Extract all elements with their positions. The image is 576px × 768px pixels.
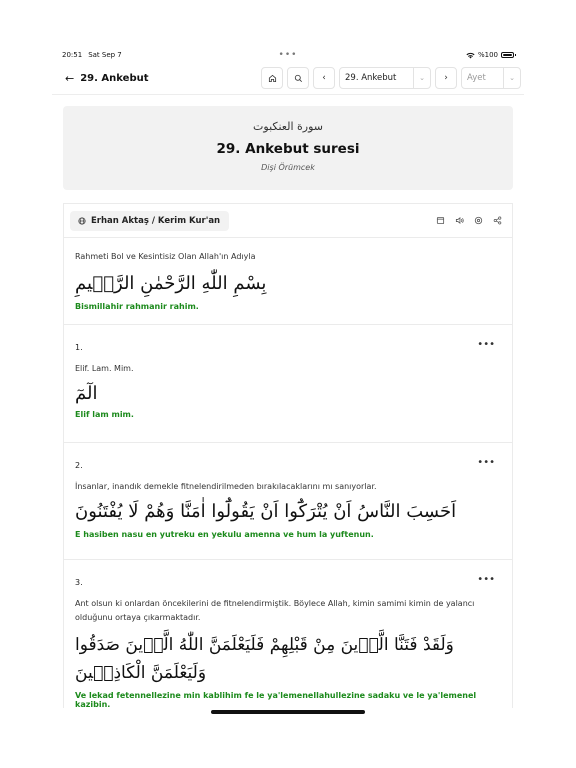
toolbar xyxy=(261,67,521,89)
home-indicator[interactable] xyxy=(211,710,365,714)
settings-icon[interactable] xyxy=(474,216,483,225)
translation-bar xyxy=(64,204,512,238)
ayet-select-placeholder: Ayet xyxy=(467,73,486,83)
verse-arabic: بِسْمِ اللّٰهِ الرَّحْمٰنِ الرَّح۪يمِ xyxy=(75,273,267,294)
verse-item xyxy=(64,443,512,560)
surah-title: 29. Ankebut suresi xyxy=(216,141,360,157)
translator-name: Erhan Aktaş / Kerim Kur'an xyxy=(91,215,221,226)
share-icon[interactable] xyxy=(493,216,502,225)
chevron-down-icon: ⌄ xyxy=(413,68,425,88)
more-options-icon[interactable]: ••• xyxy=(477,457,495,468)
verse-transliteration: E hasiben nasu en yutreku en yekulu amenna ve hum la yuftenun. xyxy=(75,530,374,539)
home-icon xyxy=(268,74,277,83)
surah-subtitle: Dişi Örümcek xyxy=(261,163,315,172)
verse-number: 3. xyxy=(75,578,83,587)
surah-select[interactable] xyxy=(339,67,431,89)
verse-number: 1. xyxy=(75,343,83,352)
verse-arabic: الٓمٓ xyxy=(75,383,98,404)
divider xyxy=(52,94,524,95)
home-button[interactable] xyxy=(261,67,283,89)
speaker-icon[interactable] xyxy=(455,216,464,225)
verse-item xyxy=(64,560,512,708)
panel-tools xyxy=(436,216,502,225)
verse-translation: İnsanlar, inandık demekle fitnelendirilmeden bırakılacaklarını mı sanıyorlar. xyxy=(75,482,377,491)
arrow-left-icon: ← xyxy=(65,71,75,85)
next-surah-button[interactable] xyxy=(435,67,457,89)
wifi-icon xyxy=(466,52,475,59)
back-button[interactable] xyxy=(55,72,149,85)
status-time: 20:51 xyxy=(62,51,83,59)
battery-level xyxy=(503,54,512,56)
search-button[interactable] xyxy=(287,67,309,89)
more-options-icon[interactable]: ••• xyxy=(477,574,495,585)
back-label: 29. Ankebut xyxy=(80,72,149,84)
surah-arabic-name: سورة العنكبوت xyxy=(253,120,323,133)
chevron-right-icon: › xyxy=(444,73,448,83)
verse-item xyxy=(64,325,512,443)
verse-number: 2. xyxy=(75,461,83,470)
globe-icon xyxy=(78,217,86,225)
verse-transliteration: Bismillahir rahmanir rahim. xyxy=(75,302,199,311)
ayet-select[interactable] xyxy=(461,67,521,89)
surah-select-value: 29. Ankebut xyxy=(345,73,397,83)
verse-transliteration: Ve lekad fetennellezine min kablihim fe le ya'lemenellahullezine sadaku ve le ya'lemenel kazibin. xyxy=(75,691,477,708)
chevron-down-icon: ⌄ xyxy=(503,68,515,88)
status-bar xyxy=(62,48,514,62)
bookmark-icon[interactable] xyxy=(436,216,445,225)
verse-translation: Ant olsun ki onlardan öncekilerini de fitnelendirmiştik. Böylece Allah, kimin samimi kimin de yalancı olduğunu ortaya çıkarmaktadır. xyxy=(75,599,475,622)
battery-percent: %100 xyxy=(477,51,498,59)
verse-transliteration: Elif lam mim. xyxy=(75,410,134,419)
battery-icon xyxy=(501,52,514,58)
verse-translation: Rahmeti Bol ve Kesintisiz Olan Allah'ın Adıyla xyxy=(75,252,256,261)
translator-select[interactable] xyxy=(70,211,229,231)
verse-arabic: اَحَسِبَ النَّاسُ اَنْ يُتْرَكُٓوا اَنْ يَقُولُٓوا اٰمَنَّا وَهُمْ لَا يُفْتَنُونَ xyxy=(75,501,457,522)
search-icon xyxy=(294,74,303,83)
status-date: Sat Sep 7 xyxy=(88,51,122,59)
previous-surah-button[interactable] xyxy=(313,67,335,89)
multitasking-dots[interactable]: ••• xyxy=(278,50,298,60)
verse-translation: Elif. Lam. Mim. xyxy=(75,364,134,373)
verses-panel xyxy=(63,203,513,708)
top-nav-bar xyxy=(55,66,521,90)
bismillah-block xyxy=(64,238,512,325)
verse-arabic: وَلَقَدْ فَتَنَّا الَّذ۪ينَ مِنْ قَبْلِهِمْ فَلَيَعْلَمَنَّ اللّٰهُ الَّذ۪ينَ صَدَقُوا وَلَيَعْلَمَنَّ الْكَاذِب۪ينَ xyxy=(75,635,454,683)
chevron-left-icon: ‹ xyxy=(322,73,326,83)
surah-header-card xyxy=(63,106,513,190)
more-options-icon[interactable]: ••• xyxy=(477,339,495,350)
